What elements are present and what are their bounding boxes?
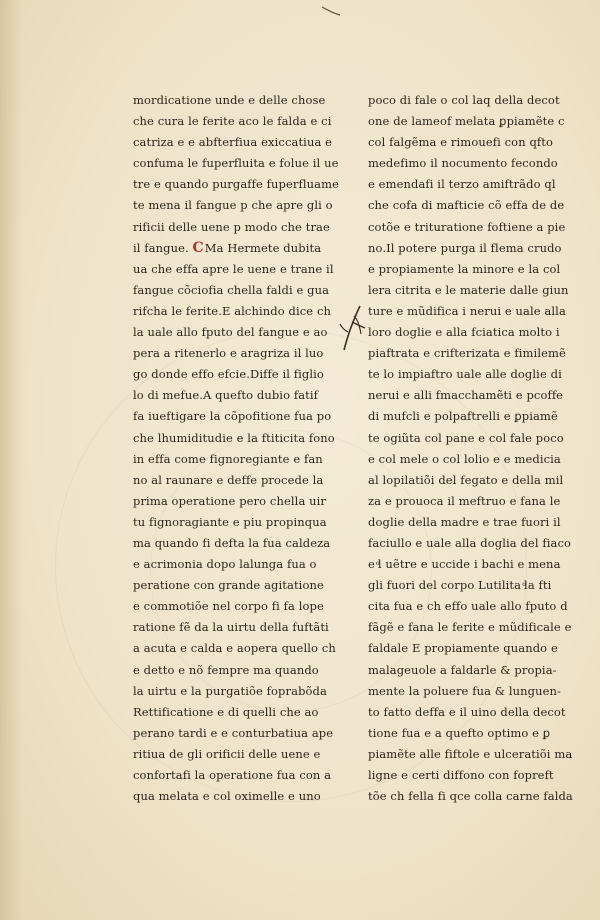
text-line: te ogiũta col pane e col fale poco (368, 430, 564, 445)
text-line: lo di mefue.A quefto dubio fatif (133, 388, 319, 403)
text-line: malageuole a faldarle & propia- (368, 662, 557, 677)
text-line: no.Il potere purga il flema crudo (368, 240, 562, 255)
text-line: che lhumiditudie e la ftiticita fono (133, 430, 335, 445)
text-line: mordicatione unde e delle chose (133, 93, 326, 107)
text-line: la uirtu e la purgatiõe foprabõda (133, 683, 327, 698)
text-line: fangue cõciofia chella faldi e gua (133, 282, 330, 297)
text-line: to fatto deffa e il uino della decot (368, 704, 566, 719)
text-line: prima operatione pero chella uir (133, 493, 327, 508)
text-line: Rettificatione e di quelli che ao (133, 704, 319, 719)
text-line: rificii delle uene p modo che trae (133, 219, 330, 234)
text-line: qua melata e col oximelle e uno (133, 789, 321, 804)
text-line: medefimo il nocumento fecondo (368, 156, 558, 171)
text-line: e detto e nõ fempre ma quando (133, 662, 319, 677)
text-column-right (368, 90, 573, 807)
text-line: al lopilatiõi del fegato e della mil (368, 472, 564, 487)
text-line: ture e mũdifica i nerui e uale alla (368, 303, 566, 318)
text-line: che cura le ferite aco le falda e ci (133, 114, 332, 129)
text-line: faldale E propiamente quando e (368, 641, 558, 656)
text-line: ma quando fi defta la fua caldeza (133, 535, 331, 550)
text-line: fãgẽ e fana le ferite e mũdificale e (368, 620, 572, 635)
text-line: e ͦl uẽtre e uccide i bachi e mena (368, 557, 561, 572)
text-line: catriza e e abfterfiua exiccatiua e (133, 135, 333, 150)
rubricated-capital: C (192, 239, 204, 256)
text-line: no al raunare e deffe procede la (133, 472, 324, 487)
text-segment: il fangue. (133, 240, 189, 255)
text-line: fa iueftigare la cõpofitione fua po (133, 409, 332, 424)
text-line: e col mele o col lolio e e medicia (368, 451, 561, 466)
text-line: faciullo e uale alla doglia del fiaco (368, 535, 572, 550)
text-line: a acuta e calda e aopera quello ch (133, 641, 336, 656)
pointing-hand-icon (338, 304, 368, 354)
text-line: lera citrita e le materie dalle giun (368, 282, 569, 297)
text-line: poco di fale o col laq della decot (368, 93, 560, 107)
text-line: go donde effo efcie.Diffe il figlio (133, 367, 324, 382)
text-line: gli fuori del corpo Lutilita ͦla fti (368, 578, 552, 593)
text-segment: Ma Hermete dubita (204, 240, 322, 255)
text-line: za e prouoca il meftruo e fana le (368, 493, 561, 508)
binding-gutter (0, 0, 22, 920)
text-line: col falgẽma e rimouefi con qfto (368, 135, 554, 150)
text-line: cita fua e ch effo uale allo fputo d (368, 599, 568, 614)
text-line (133, 238, 323, 259)
text-line: loro doglie e alla fciatica molto i (368, 325, 560, 340)
text-line: mente la poluere fua & lunguen- (368, 683, 562, 698)
text-line: one de lameof melata ꝑpiamẽte c (368, 114, 565, 129)
text-line: e commotiõe nel corpo fi fa lope (133, 599, 324, 614)
text-line: piaftrata e crifterizata e fimilemẽ (368, 346, 566, 361)
ink-stroke-icon (320, 4, 344, 18)
text-line: confuma le fuperfluita e folue il ue (133, 156, 339, 171)
text-line: di mufcli e polpaftrelli e ꝑpiamẽ (368, 409, 558, 424)
text-line: tu fignoragiante e piu propinqua (133, 514, 327, 529)
text-line: tione fua e a quefto optimo e ꝑ (368, 725, 551, 740)
text-line: ligne e certi diffono con fopreft (368, 768, 554, 782)
text-line: e acrimonia dopo lalunga fua o (133, 557, 317, 572)
text-line: perano tardi e e conturbatiua ape (133, 725, 334, 740)
text-line: doglie della madre e trae fuori il (368, 514, 561, 529)
text-line: in effa come fignoregiante e fan (133, 451, 323, 466)
text-line: te mena il fangue p che apre gli o (133, 198, 333, 213)
text-line: ratione fẽ da la uirtu della fuftãti (133, 620, 329, 635)
text-column-left (133, 90, 340, 807)
text-line: cotõe e trituratione foftiene a pie (368, 219, 566, 234)
text-line: piamẽte alle fiftole e ulceratiõi ma (368, 746, 573, 761)
text-line: e propiamente la minore e la col (368, 261, 561, 276)
text-line: tre e quando purgaffe fuperfluame (133, 177, 340, 192)
text-line: la uale allo fputo del fangue e ao (133, 325, 328, 340)
text-line: rifcha le ferite.E alchindo dice ch (133, 303, 331, 318)
text-line: confortafi la operatione fua con a (133, 768, 332, 782)
text-line: te lo impiaftro uale alle doglie di (368, 367, 562, 382)
text-line: ritiua de gli orificii delle uene e (133, 746, 321, 761)
text-line: peratione con grande agitatione (133, 578, 324, 593)
text-line: e emendafi il terzo amiftrãdo ql (368, 177, 556, 192)
text-line: nerui e alli fmacchamẽti e pcoffe (368, 388, 564, 403)
text-line: ua che effa apre le uene e trane il (133, 261, 334, 276)
text-line: pera a ritenerlo e aragriza il luo (133, 346, 324, 361)
text-line: che cofa di mafticie cõ effa de de (368, 198, 565, 213)
text-line: tõe ch fella fi qce colla carne falda (368, 789, 573, 804)
